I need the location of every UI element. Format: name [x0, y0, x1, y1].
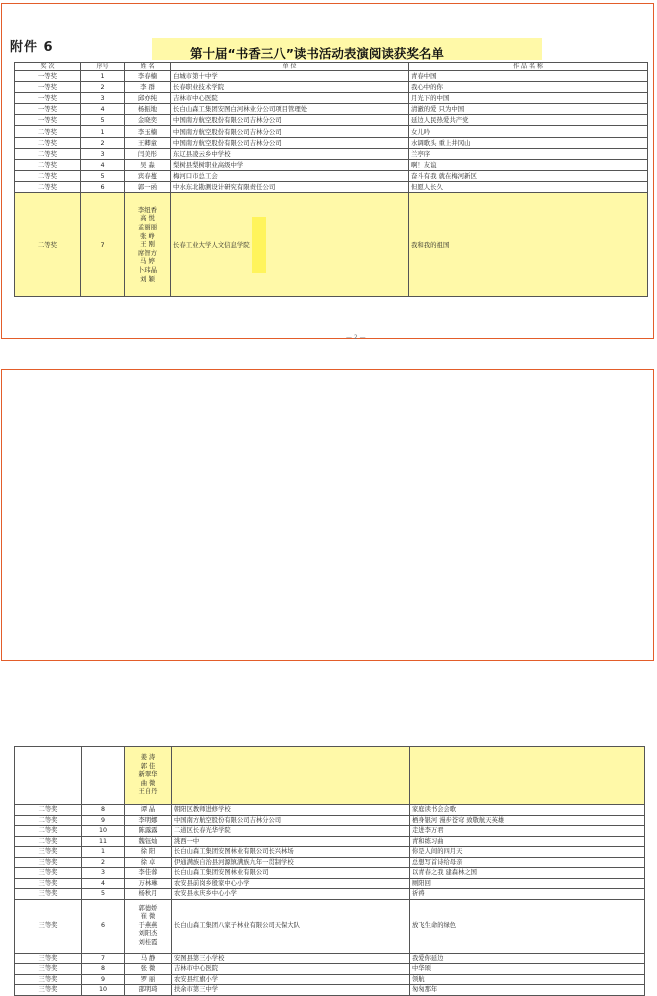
document-title: 第十届“书香三八”读书活动表演阅读获奖名单	[190, 46, 444, 61]
work-cell: 女儿吟	[409, 126, 648, 137]
work-cell: 领航	[410, 974, 645, 985]
marker-highlight	[252, 217, 266, 273]
award-cell: 三等奖	[15, 889, 82, 900]
table-row	[15, 82, 648, 93]
unit-cell: 农安县永庆乡中心小学	[172, 889, 410, 900]
work-cell: 啊！友谊	[409, 159, 648, 170]
header-award: 奖 次	[15, 63, 81, 71]
award-cell: 二等奖	[15, 126, 81, 137]
table-header-row	[15, 63, 648, 71]
award-cell: 二等奖	[15, 826, 82, 837]
unit-cell: 农安县前岗乡殷家中心小学	[172, 878, 410, 889]
member-name: 马 婷	[140, 257, 155, 266]
award-cell: 三等奖	[15, 964, 82, 975]
award-cell: 三等奖	[15, 857, 82, 868]
award-cell: 一等奖	[15, 115, 81, 126]
work-cell: 兰亭序	[409, 148, 648, 159]
member-name: 曲 微	[140, 779, 156, 787]
unit-text: 长春工业大学人文信息学院	[173, 240, 250, 249]
work-cell: 总想写首诗给母亲	[410, 857, 645, 868]
table-row	[15, 170, 648, 181]
name-cell: 杨秋月	[125, 889, 172, 900]
name-cell: 杨振地	[125, 104, 171, 115]
number-cell: 3	[81, 148, 125, 159]
name-cell: 李春楠	[125, 71, 171, 82]
award-cell: 三等奖	[15, 953, 82, 964]
number-cell: 5	[81, 170, 125, 181]
number-cell: 8	[82, 964, 125, 975]
work-cell: 清澈的爱 只为中国	[409, 104, 648, 115]
unit-cell: 中水东北勘测设计研究有限责任公司	[171, 181, 409, 192]
award-cell: 二等奖	[15, 137, 81, 148]
unit-cell: 安图县第三小学校	[172, 953, 410, 964]
award-cell: 三等奖	[15, 985, 82, 996]
unit-cell: 长春职业技术学院	[171, 82, 409, 93]
member-name: 姜 涛	[140, 754, 156, 762]
award-cell: 二等奖	[15, 148, 81, 159]
group-names-cell	[125, 193, 171, 297]
award-cell: 二等奖	[15, 159, 81, 170]
unit-cell: 中国南方航空股份有限公司吉林分公司	[171, 115, 409, 126]
work-cell: 匆匆那年	[410, 985, 645, 996]
member-name: 王 刚	[140, 240, 155, 249]
name-cell: 李明娜	[125, 815, 172, 826]
unit-cell: 中国南方航空股份有限公司吉林分公司	[171, 137, 409, 148]
member-name: 于燕燕	[138, 921, 158, 929]
work-cell: 中华颂	[410, 964, 645, 975]
table-row-group	[15, 899, 645, 953]
number-cell: 10	[82, 826, 125, 837]
work-cell: 月光下的中国	[409, 93, 648, 104]
continued-names-cell	[125, 747, 172, 805]
name-cell: 李 群	[125, 82, 171, 93]
award-cell: 一等奖	[15, 71, 81, 82]
number-cell: 3	[81, 93, 125, 104]
name-cell: 邵明琦	[125, 985, 172, 996]
award-cell: 二等奖	[15, 805, 82, 816]
work-cell: 栖身银河 漫步苍穹 致敬航天英雄	[410, 815, 645, 826]
name-cell: 闫美彤	[125, 148, 171, 159]
unit-cell: 朝阳区教师进修学校	[172, 805, 410, 816]
work-cell	[410, 747, 645, 805]
member-name: 高 悦	[140, 214, 155, 223]
work-cell: 水调歌头 重上井冈山	[409, 137, 648, 148]
number-cell: 9	[82, 974, 125, 985]
member-name: 崔 微	[140, 913, 156, 921]
unit-cell	[171, 193, 409, 297]
number-cell: 5	[81, 115, 125, 126]
award-cell: 三等奖	[15, 847, 82, 858]
continued-row	[15, 747, 645, 805]
name-cell: 郭一函	[125, 181, 171, 192]
name-cell: 徐 卓	[125, 857, 172, 868]
awards-table-page-2	[14, 746, 645, 996]
member-name: 刘桂霞	[138, 938, 158, 946]
table-row	[15, 148, 648, 159]
work-cell: 我和我的祖国	[409, 193, 648, 297]
unit-cell: 伊通满族自治县河源镇满族九年一贯制学校	[172, 857, 410, 868]
document-page-1	[1, 3, 654, 339]
work-cell: 延边人民热爱共产党	[409, 115, 648, 126]
unit-cell	[172, 747, 410, 805]
work-cell: 家庭读书会会歌	[410, 805, 645, 816]
header-name: 姓 名	[125, 63, 171, 71]
number-cell: 2	[81, 137, 125, 148]
table-row	[15, 126, 648, 137]
number-cell: 1	[82, 847, 125, 858]
unit-cell: 长白山森工集团安图林业有限公司长兴林场	[172, 847, 410, 858]
number-cell: 9	[82, 815, 125, 826]
header-unit: 单 位	[171, 63, 409, 71]
page-number: — 2 —	[346, 334, 366, 341]
table-row	[15, 836, 645, 847]
award-cell: 三等奖	[15, 878, 82, 889]
unit-cell: 长白山森工集团安图白河林业分公司项目管理处	[171, 104, 409, 115]
member-name: 刘 颖	[140, 274, 155, 283]
table-row	[15, 181, 648, 192]
unit-cell: 中国南方航空股份有限公司吉林分公司	[172, 815, 410, 826]
unit-cell: 农安县红旗小学	[172, 974, 410, 985]
member-name: 孟丽丽	[137, 223, 158, 232]
name-cell: 李佳蓉	[125, 868, 172, 879]
member-name: 张 峥	[140, 231, 155, 240]
number-cell: 10	[82, 985, 125, 996]
number-cell: 3	[82, 868, 125, 879]
table-row	[15, 857, 645, 868]
number-cell: 7	[81, 193, 125, 297]
unit-cell: 长白山森工集团安图林业有限公司	[172, 868, 410, 879]
award-cell: 一等奖	[15, 93, 81, 104]
work-cell: 青春中国	[409, 71, 648, 82]
number-cell: 2	[82, 857, 125, 868]
award-cell: 三等奖	[15, 868, 82, 879]
name-cell: 李玉楠	[125, 126, 171, 137]
table-row	[15, 115, 648, 126]
award-cell: 二等奖	[15, 170, 81, 181]
table-row	[15, 104, 648, 115]
table-row	[15, 953, 645, 964]
award-cell: 三等奖	[15, 974, 82, 985]
unit-cell: 梨树县梨树职业高级中学	[171, 159, 409, 170]
member-name: 新翠华	[138, 771, 158, 779]
name-cell: 王卿童	[125, 137, 171, 148]
unit-cell: 中国南方航空股份有限公司吉林分公司	[171, 126, 409, 137]
member-name: 席智方	[137, 248, 158, 257]
number-cell: 6	[82, 899, 125, 953]
award-cell: 二等奖	[15, 193, 81, 297]
table-row	[15, 71, 648, 82]
work-cell: 放飞生命的绿色	[410, 899, 645, 953]
award-cell: 二等奖	[15, 836, 82, 847]
name-cell: 罗 丽	[125, 974, 172, 985]
table-row	[15, 93, 648, 104]
unit-cell: 吉林市中心医院	[171, 93, 409, 104]
table-row	[15, 805, 645, 816]
number-cell: 4	[81, 104, 125, 115]
work-cell: 祈祷	[410, 889, 645, 900]
name-cell: 吴 淼	[125, 159, 171, 170]
award-cell: 二等奖	[15, 815, 82, 826]
unit-cell: 梅河口市总工会	[171, 170, 409, 181]
award-cell	[15, 747, 82, 805]
unit-cell: 吉林市中心医院	[172, 964, 410, 975]
work-cell: 我爱你延边	[410, 953, 645, 964]
number-cell	[82, 747, 125, 805]
number-cell: 1	[81, 71, 125, 82]
name-cell: 马 静	[125, 953, 172, 964]
work-cell: 但愿人长久	[409, 181, 648, 192]
unit-cell: 白城市第十中学	[171, 71, 409, 82]
table-row	[15, 974, 645, 985]
table-row	[15, 159, 648, 170]
member-name: 郭德娇	[138, 904, 158, 912]
unit-cell: 长白山森工集团八家子林业有限公司天保大队	[172, 899, 410, 953]
member-name: 王自丹	[138, 788, 158, 796]
number-cell: 8	[82, 805, 125, 816]
name-cell: 万林琳	[125, 878, 172, 889]
table-row	[15, 137, 648, 148]
work-cell: 奋斗有我 就在梅河新区	[409, 170, 648, 181]
name-cell: 徐 阳	[125, 847, 172, 858]
name-cell: 宾春蔓	[125, 170, 171, 181]
number-cell: 5	[82, 889, 125, 900]
member-name: 卜玮晶	[137, 266, 158, 275]
group-names-cell	[125, 899, 172, 953]
name-cell: 谭 晶	[125, 805, 172, 816]
work-cell: 以青春之我 建森林之国	[410, 868, 645, 879]
table-row	[15, 889, 645, 900]
award-cell: 一等奖	[15, 82, 81, 93]
work-cell: 青和练习曲	[410, 836, 645, 847]
awards-table-page-1	[14, 62, 648, 297]
work-cell: 走进李万君	[410, 826, 645, 837]
number-cell: 4	[81, 159, 125, 170]
annex-label: 附件 6	[10, 40, 54, 55]
number-cell: 7	[82, 953, 125, 964]
table-row	[15, 847, 645, 858]
number-cell: 6	[81, 181, 125, 192]
table-row	[15, 815, 645, 826]
number-cell: 2	[81, 82, 125, 93]
number-cell: 11	[82, 836, 125, 847]
table-row	[15, 985, 645, 996]
name-cell: 陈露露	[125, 826, 172, 837]
table-row	[15, 878, 645, 889]
number-cell: 1	[81, 126, 125, 137]
work-cell: 厕阳回	[410, 878, 645, 889]
member-name: 刘阳杰	[138, 930, 158, 938]
header-work: 作 品 名 称	[409, 63, 648, 71]
table-row-group	[15, 193, 648, 297]
award-cell: 一等奖	[15, 104, 81, 115]
table-row	[15, 868, 645, 879]
work-cell: 你是人间的四月天	[410, 847, 645, 858]
document-page-2	[1, 369, 654, 993]
name-cell: 张 微	[125, 964, 172, 975]
unit-cell: 东辽县凌云乡中学校	[171, 148, 409, 159]
unit-cell: 二道区长春光华学院	[172, 826, 410, 837]
name-cell: 金晓奕	[125, 115, 171, 126]
unit-cell: 扶余市第三中学	[172, 985, 410, 996]
award-cell: 三等奖	[15, 899, 82, 953]
unit-cell: 洮西一中	[172, 836, 410, 847]
number-cell: 4	[82, 878, 125, 889]
table-row	[15, 826, 645, 837]
name-cell: 邱亦纯	[125, 93, 171, 104]
table-row	[15, 964, 645, 975]
member-name: 郭 佳	[140, 762, 156, 770]
header-number: 序号	[81, 63, 125, 71]
work-cell: 我心中的你	[409, 82, 648, 93]
member-name: 李纽香	[137, 205, 158, 214]
name-cell: 魏钰灿	[125, 836, 172, 847]
award-cell: 二等奖	[15, 181, 81, 192]
